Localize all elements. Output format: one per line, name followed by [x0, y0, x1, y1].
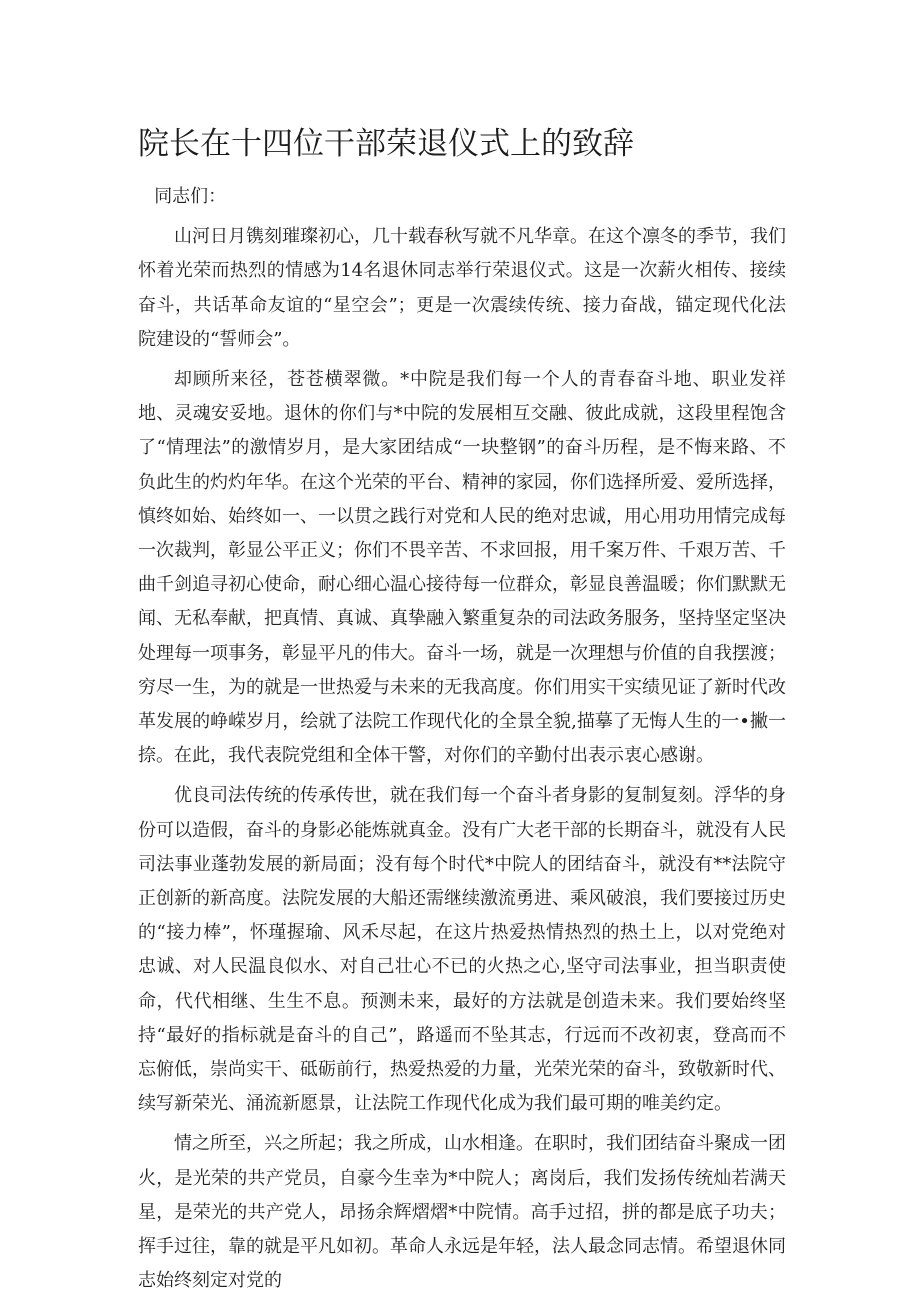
- paragraph-4: 情之所至，兴之所起；我之所成，山水相逢。在职时，我们团结奋斗聚成一团火，是光荣的共产党员，自豪今生幸为*中院人；离岗后，我们发扬传统灿若满天星，是荣光的共产党人，昂扬余辉熠熠*中院情。高手过招，拼的都是底子功夫；挥手过往，靠的就是平凡如初。革命人永远是年轻，法人最念同志情。希望退休同志始终刻定对党的: [138, 1133, 786, 1292]
- paragraph-2: 却顾所来径，苍苍横翠微。*中院是我们每一个人的青春奋斗地、职业发祥地、灵魂安妥地。退休的你们与*中院的发展相互交融、彼此成就，这段里程饱含了“情理法”的激情岁月，是大家团结成“一块整钢”的奋斗历程，是不悔来路、不负此生的灼灼年华。在这个光荣的平台、精神的家园，你们选择所爱、爱所选择，慎终如始、始终如一、一以贯之践行对党和人民的绝对忠诚，用心用功用情完成每一次裁判，彰显公平正义；你们不畏辛苦、不求回报，用千案万件、千艰万苦、千曲千剑追寻初心使命，耐心细心温心接待每一位群众，彰显良善温暖；你们默默无闻、无私奉献，把真情、真诚、真挚融入繁重复杂的司法政务服务，坚持坚定坚决处理每一项事务，彰显平凡的伟大。奋斗一场，就是一次理想与价值的自我摆渡；穷尽一生，为的就是一世热爱与未来的无我高度。你们用实干实绩见证了新时代改革发展的峥嵘岁月，绘就了法院工作现代化的全景全貌,描摹了无悔人生的一•撇一捺。在此，我代表院党组和全体干警，对你们的辛勤付出表示衷心感谢。: [138, 369, 786, 767]
- paragraph-1: 山河日月镌刻璀璨初心，几十载春秋写就不凡华章。在这个凛冬的季节，我们怀着光荣而热烈的情感为14名退休同志举行荣退仪式。这是一次薪火相传、接续奋斗，共话革命友谊的“星空会”；更是一次震续传统、接力奋战，锚定现代化法院建设的“誓师会”。: [138, 226, 786, 350]
- greeting: 同志们：: [154, 186, 227, 207]
- document-title: 院长在十四位干部荣退仪式上的致辞: [138, 126, 634, 162]
- paragraph-3: 优良司法传统的传承传世，就在我们每一个奋斗者身影的复制复刻。浮华的身份可以造假，奋斗的身影必能炼就真金。没有广大老干部的长期奋斗，就没有人民司法事业蓬勃发展的新局面；没有每个时代*中院人的团结奋斗，就没有**法院守正创新的新高度。法院发展的大船还需继续激流勇进、乘风破浪，我们要接过历史的“接力棒”，怀瑾握瑜、风禾尽起，在这片热爱热情热烈的热土上，以对党绝对忠诚、对人民温良似水、对自己壮心不已的火热之心,坚守司法事业，担当职责使命，代代相继、生生不息。预测未来，最好的方法就是创造未来。我们要始终坚持“最好的指标就是奋斗的自己”，路遥而不坠其志，行远而不改初衷，登高而不忘俯低，崇尚实干、砥砺前行，热爱热爱的力量，光荣光荣的奋斗，致敬新时代、续写新荣光、涌流新愿景，让法院工作现代化成为我们最可期的唯美约定。: [138, 785, 786, 1115]
- document-body: [138, 180, 786, 1305]
